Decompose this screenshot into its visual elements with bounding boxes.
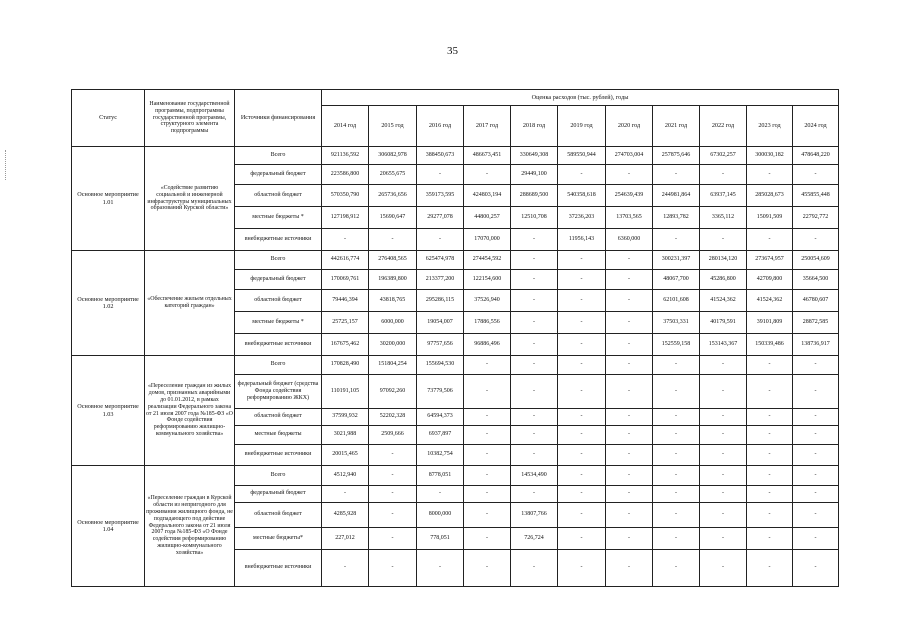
- value-cell: -: [558, 165, 606, 185]
- funding-source-cell: внебюджетные источники: [235, 229, 322, 251]
- value-cell: -: [653, 229, 700, 251]
- funding-source-cell: Всего: [235, 251, 322, 270]
- value-cell: -: [747, 229, 793, 251]
- value-cell: -: [793, 229, 839, 251]
- value-cell: -: [511, 409, 558, 426]
- header-year: 2019 год: [558, 106, 606, 147]
- value-cell: -: [653, 409, 700, 426]
- table-row: [72, 251, 839, 270]
- funding-source-cell: местные бюджеты *: [235, 312, 322, 334]
- value-cell: -: [464, 165, 511, 185]
- value-cell: -: [606, 550, 653, 587]
- value-cell: -: [793, 356, 839, 375]
- header-year: 2022 год: [700, 106, 747, 147]
- header-year: 2017 год: [464, 106, 511, 147]
- value-cell: -: [417, 550, 464, 587]
- status-cell: Основное мероприятие 1.02: [72, 251, 145, 356]
- value-cell: -: [653, 445, 700, 466]
- value-cell: 150339,486: [747, 334, 793, 356]
- header-year: 2016 год: [417, 106, 464, 147]
- value-cell: -: [464, 550, 511, 587]
- funding-source-cell: внебюджетные источники: [235, 445, 322, 466]
- funding-source-cell: внебюджетные источники: [235, 550, 322, 587]
- value-cell: -: [747, 356, 793, 375]
- value-cell: 285028,673: [747, 185, 793, 207]
- value-cell: 63937,145: [700, 185, 747, 207]
- value-cell: -: [793, 426, 839, 445]
- value-cell: 79446,394: [322, 290, 369, 312]
- value-cell: 6000,000: [369, 312, 417, 334]
- value-cell: 37526,940: [464, 290, 511, 312]
- value-cell: 153143,367: [700, 334, 747, 356]
- value-cell: 6937,897: [417, 426, 464, 445]
- value-cell: -: [747, 486, 793, 503]
- value-cell: -: [606, 312, 653, 334]
- value-cell: 250054,609: [793, 251, 839, 270]
- value-cell: -: [464, 528, 511, 550]
- value-cell: 127198,912: [322, 207, 369, 229]
- value-cell: -: [417, 486, 464, 503]
- value-cell: -: [606, 251, 653, 270]
- funding-source-cell: местные бюджеты*: [235, 528, 322, 550]
- value-cell: -: [700, 445, 747, 466]
- value-cell: 625474,978: [417, 251, 464, 270]
- value-cell: -: [700, 503, 747, 528]
- value-cell: 244981,864: [653, 185, 700, 207]
- value-cell: -: [369, 466, 417, 486]
- value-cell: -: [558, 251, 606, 270]
- value-cell: -: [606, 356, 653, 375]
- value-cell: 3021,988: [322, 426, 369, 445]
- value-cell: 152559,158: [653, 334, 700, 356]
- value-cell: -: [653, 165, 700, 185]
- value-cell: -: [511, 356, 558, 375]
- value-cell: 20655,675: [369, 165, 417, 185]
- status-cell: Основное мероприятие 1.04: [72, 466, 145, 587]
- value-cell: -: [558, 312, 606, 334]
- funding-source-cell: областной бюджет: [235, 503, 322, 528]
- value-cell: 2509,666: [369, 426, 417, 445]
- value-cell: -: [606, 486, 653, 503]
- value-cell: -: [793, 528, 839, 550]
- value-cell: -: [511, 229, 558, 251]
- value-cell: -: [558, 528, 606, 550]
- value-cell: -: [369, 486, 417, 503]
- value-cell: 170069,761: [322, 270, 369, 290]
- value-cell: -: [464, 426, 511, 445]
- header-year: 2014 год: [322, 106, 369, 147]
- value-cell: -: [558, 550, 606, 587]
- value-cell: 138736,917: [793, 334, 839, 356]
- value-cell: -: [793, 375, 839, 409]
- value-cell: 29277,078: [417, 207, 464, 229]
- value-cell: -: [700, 550, 747, 587]
- value-cell: -: [793, 466, 839, 486]
- value-cell: -: [606, 375, 653, 409]
- funding-table: [71, 89, 839, 587]
- value-cell: 167675,462: [322, 334, 369, 356]
- value-cell: 13703,565: [606, 207, 653, 229]
- header-year: 2024 год: [793, 106, 839, 147]
- funding-source-cell: Всего: [235, 147, 322, 165]
- header-cost: Оценка расходов (тыс. рублей), годы: [322, 90, 839, 106]
- value-cell: -: [511, 312, 558, 334]
- value-cell: 540358,618: [558, 185, 606, 207]
- value-cell: 17070,000: [464, 229, 511, 251]
- value-cell: 288689,500: [511, 185, 558, 207]
- value-cell: 196389,800: [369, 270, 417, 290]
- value-cell: -: [558, 426, 606, 445]
- value-cell: 97757,656: [417, 334, 464, 356]
- value-cell: -: [511, 375, 558, 409]
- value-cell: 726,724: [511, 528, 558, 550]
- value-cell: 8778,051: [417, 466, 464, 486]
- value-cell: 155694,530: [417, 356, 464, 375]
- value-cell: 52202,328: [369, 409, 417, 426]
- value-cell: 122154,600: [464, 270, 511, 290]
- value-cell: -: [653, 503, 700, 528]
- program-name-cell: «Переселение граждан в Курской области из непригодного для проживания жилищного фонда, не подпадающего под действие Федерального закона от 21 июля 2007 года №185-ФЗ «О Фонде содействия реформированию жилищно-коммунального хозяйства»: [145, 466, 235, 587]
- header-year: 2021 год: [653, 106, 700, 147]
- funding-source-cell: областной бюджет: [235, 185, 322, 207]
- value-cell: 442616,774: [322, 251, 369, 270]
- value-cell: -: [511, 270, 558, 290]
- value-cell: -: [700, 165, 747, 185]
- value-cell: -: [653, 466, 700, 486]
- status-cell: Основное мероприятие 1.03: [72, 356, 145, 466]
- value-cell: -: [369, 229, 417, 251]
- value-cell: -: [700, 409, 747, 426]
- value-cell: -: [558, 409, 606, 426]
- value-cell: -: [464, 486, 511, 503]
- value-cell: -: [322, 550, 369, 587]
- value-cell: -: [606, 409, 653, 426]
- value-cell: -: [558, 503, 606, 528]
- value-cell: -: [747, 466, 793, 486]
- value-cell: -: [322, 486, 369, 503]
- value-cell: -: [653, 486, 700, 503]
- value-cell: 151804,254: [369, 356, 417, 375]
- value-cell: -: [747, 445, 793, 466]
- value-cell: -: [558, 270, 606, 290]
- value-cell: 300030,182: [747, 147, 793, 165]
- funding-source-cell: областной бюджет: [235, 290, 322, 312]
- value-cell: 14534,490: [511, 466, 558, 486]
- value-cell: 62101,608: [653, 290, 700, 312]
- value-cell: -: [322, 229, 369, 251]
- value-cell: 4512,940: [322, 466, 369, 486]
- value-cell: 265736,656: [369, 185, 417, 207]
- value-cell: 570350,790: [322, 185, 369, 207]
- value-cell: -: [653, 375, 700, 409]
- table-row: [72, 356, 839, 375]
- value-cell: 388450,673: [417, 147, 464, 165]
- value-cell: 12510,708: [511, 207, 558, 229]
- value-cell: -: [700, 375, 747, 409]
- value-cell: 455855,448: [793, 185, 839, 207]
- value-cell: -: [369, 550, 417, 587]
- value-cell: 295286,115: [417, 290, 464, 312]
- value-cell: 43818,765: [369, 290, 417, 312]
- value-cell: -: [700, 466, 747, 486]
- value-cell: -: [417, 229, 464, 251]
- value-cell: 110191,105: [322, 375, 369, 409]
- value-cell: -: [511, 426, 558, 445]
- value-cell: 8000,000: [417, 503, 464, 528]
- header-status: Статус: [72, 90, 145, 147]
- value-cell: -: [606, 426, 653, 445]
- value-cell: -: [653, 356, 700, 375]
- value-cell: -: [511, 290, 558, 312]
- value-cell: -: [606, 503, 653, 528]
- value-cell: -: [606, 445, 653, 466]
- value-cell: 6360,000: [606, 229, 653, 251]
- value-cell: 17886,556: [464, 312, 511, 334]
- value-cell: -: [747, 165, 793, 185]
- value-cell: -: [464, 466, 511, 486]
- funding-source-cell: федеральный бюджет: [235, 486, 322, 503]
- header-year: 2023 год: [747, 106, 793, 147]
- value-cell: 41524,362: [700, 290, 747, 312]
- value-cell: 227,012: [322, 528, 369, 550]
- value-cell: -: [558, 334, 606, 356]
- value-cell: -: [700, 528, 747, 550]
- value-cell: -: [747, 550, 793, 587]
- table-row: [72, 466, 839, 486]
- value-cell: -: [558, 466, 606, 486]
- funding-source-cell: местные бюджеты: [235, 426, 322, 445]
- value-cell: -: [747, 375, 793, 409]
- value-cell: 330649,308: [511, 147, 558, 165]
- value-cell: 41524,362: [747, 290, 793, 312]
- value-cell: 48067,700: [653, 270, 700, 290]
- value-cell: 4285,928: [322, 503, 369, 528]
- value-cell: -: [369, 528, 417, 550]
- header-year: 2018 год: [511, 106, 558, 147]
- value-cell: 35664,500: [793, 270, 839, 290]
- value-cell: -: [558, 375, 606, 409]
- funding-source-cell: внебюджетные источники: [235, 334, 322, 356]
- value-cell: -: [464, 409, 511, 426]
- value-cell: 22792,772: [793, 207, 839, 229]
- value-cell: -: [747, 426, 793, 445]
- value-cell: -: [558, 290, 606, 312]
- value-cell: 28872,585: [793, 312, 839, 334]
- value-cell: -: [606, 334, 653, 356]
- value-cell: -: [700, 229, 747, 251]
- value-cell: -: [793, 550, 839, 587]
- value-cell: -: [558, 486, 606, 503]
- table-row: [72, 147, 839, 165]
- value-cell: -: [511, 550, 558, 587]
- value-cell: 37236,203: [558, 207, 606, 229]
- program-name-cell: «Переселение граждан из жилых домов, признанных аварийными до 01.01.2012, в рамках реализации Федерального закона от 21 июля 2007 года №185-ФЗ «О Фонде содействия реформированию жилищно-коммунального хозяйства»: [145, 356, 235, 466]
- value-cell: 97092,260: [369, 375, 417, 409]
- value-cell: -: [606, 466, 653, 486]
- value-cell: 29449,100: [511, 165, 558, 185]
- value-cell: 30200,000: [369, 334, 417, 356]
- funding-source-cell: местные бюджеты *: [235, 207, 322, 229]
- value-cell: -: [369, 503, 417, 528]
- value-cell: 921136,592: [322, 147, 369, 165]
- value-cell: 276408,565: [369, 251, 417, 270]
- header-year: 2015 год: [369, 106, 417, 147]
- value-cell: 213377,200: [417, 270, 464, 290]
- funding-source-cell: федеральный бюджет (средства Фонда содействия реформированию ЖКХ): [235, 375, 322, 409]
- value-cell: -: [369, 445, 417, 466]
- value-cell: 359173,595: [417, 185, 464, 207]
- value-cell: 67302,257: [700, 147, 747, 165]
- value-cell: -: [653, 426, 700, 445]
- value-cell: -: [606, 270, 653, 290]
- header-sources: Источники финансирования: [235, 90, 322, 147]
- value-cell: 25725,157: [322, 312, 369, 334]
- value-cell: 45286,800: [700, 270, 747, 290]
- funding-source-cell: федеральный бюджет: [235, 270, 322, 290]
- value-cell: 15690,647: [369, 207, 417, 229]
- program-name-cell: «Содействие развитию социальной и инженерной инфраструктуры муниципальных образований Курской области»: [145, 147, 235, 251]
- value-cell: -: [747, 503, 793, 528]
- value-cell: 300231,397: [653, 251, 700, 270]
- value-cell: 273674,957: [747, 251, 793, 270]
- header-name: Наименование государственной программы, подпрограммы государственной программы, структурного элемента подпрограммы: [145, 90, 235, 147]
- value-cell: -: [793, 503, 839, 528]
- header-year: 2020 год: [606, 106, 653, 147]
- value-cell: 44800,257: [464, 207, 511, 229]
- value-cell: 10382,754: [417, 445, 464, 466]
- value-cell: 64594,373: [417, 409, 464, 426]
- page-number: 35: [447, 45, 458, 57]
- value-cell: -: [700, 356, 747, 375]
- value-cell: -: [747, 409, 793, 426]
- value-cell: -: [417, 165, 464, 185]
- value-cell: -: [511, 486, 558, 503]
- value-cell: 37503,331: [653, 312, 700, 334]
- value-cell: 254639,439: [606, 185, 653, 207]
- value-cell: -: [700, 486, 747, 503]
- funding-source-cell: федеральный бюджет: [235, 165, 322, 185]
- value-cell: 19054,007: [417, 312, 464, 334]
- status-cell: Основное мероприятие 1.01: [72, 147, 145, 251]
- value-cell: -: [747, 528, 793, 550]
- value-cell: 274703,004: [606, 147, 653, 165]
- value-cell: 274454,592: [464, 251, 511, 270]
- value-cell: 20015,465: [322, 445, 369, 466]
- value-cell: 39101,809: [747, 312, 793, 334]
- value-cell: -: [793, 486, 839, 503]
- value-cell: 486673,451: [464, 147, 511, 165]
- value-cell: 40179,591: [700, 312, 747, 334]
- value-cell: -: [793, 445, 839, 466]
- funding-source-cell: Всего: [235, 356, 322, 375]
- value-cell: -: [464, 445, 511, 466]
- value-cell: 170828,490: [322, 356, 369, 375]
- value-cell: -: [606, 165, 653, 185]
- value-cell: -: [606, 290, 653, 312]
- value-cell: -: [700, 426, 747, 445]
- value-cell: -: [793, 409, 839, 426]
- value-cell: 778,051: [417, 528, 464, 550]
- value-cell: -: [464, 375, 511, 409]
- value-cell: 73779,506: [417, 375, 464, 409]
- value-cell: -: [558, 356, 606, 375]
- value-cell: 306082,978: [369, 147, 417, 165]
- value-cell: 13807,766: [511, 503, 558, 528]
- funding-source-cell: областной бюджет: [235, 409, 322, 426]
- value-cell: -: [606, 528, 653, 550]
- value-cell: 3365,112: [700, 207, 747, 229]
- value-cell: -: [653, 528, 700, 550]
- value-cell: 223586,800: [322, 165, 369, 185]
- value-cell: 589550,944: [558, 147, 606, 165]
- value-cell: -: [793, 165, 839, 185]
- value-cell: 15091,509: [747, 207, 793, 229]
- value-cell: 46780,607: [793, 290, 839, 312]
- margin-mark: [5, 150, 8, 180]
- value-cell: 96886,496: [464, 334, 511, 356]
- value-cell: -: [653, 550, 700, 587]
- value-cell: 424803,194: [464, 185, 511, 207]
- value-cell: 42709,800: [747, 270, 793, 290]
- value-cell: 12893,782: [653, 207, 700, 229]
- funding-source-cell: Всего: [235, 466, 322, 486]
- value-cell: 280134,120: [700, 251, 747, 270]
- value-cell: -: [511, 334, 558, 356]
- value-cell: -: [464, 356, 511, 375]
- value-cell: -: [464, 503, 511, 528]
- program-name-cell: «Обеспечение жильем отдельных категорий граждан»: [145, 251, 235, 356]
- value-cell: -: [511, 251, 558, 270]
- value-cell: -: [511, 445, 558, 466]
- value-cell: -: [558, 445, 606, 466]
- value-cell: 257875,646: [653, 147, 700, 165]
- value-cell: 11956,143: [558, 229, 606, 251]
- value-cell: 478648,220: [793, 147, 839, 165]
- value-cell: 37599,932: [322, 409, 369, 426]
